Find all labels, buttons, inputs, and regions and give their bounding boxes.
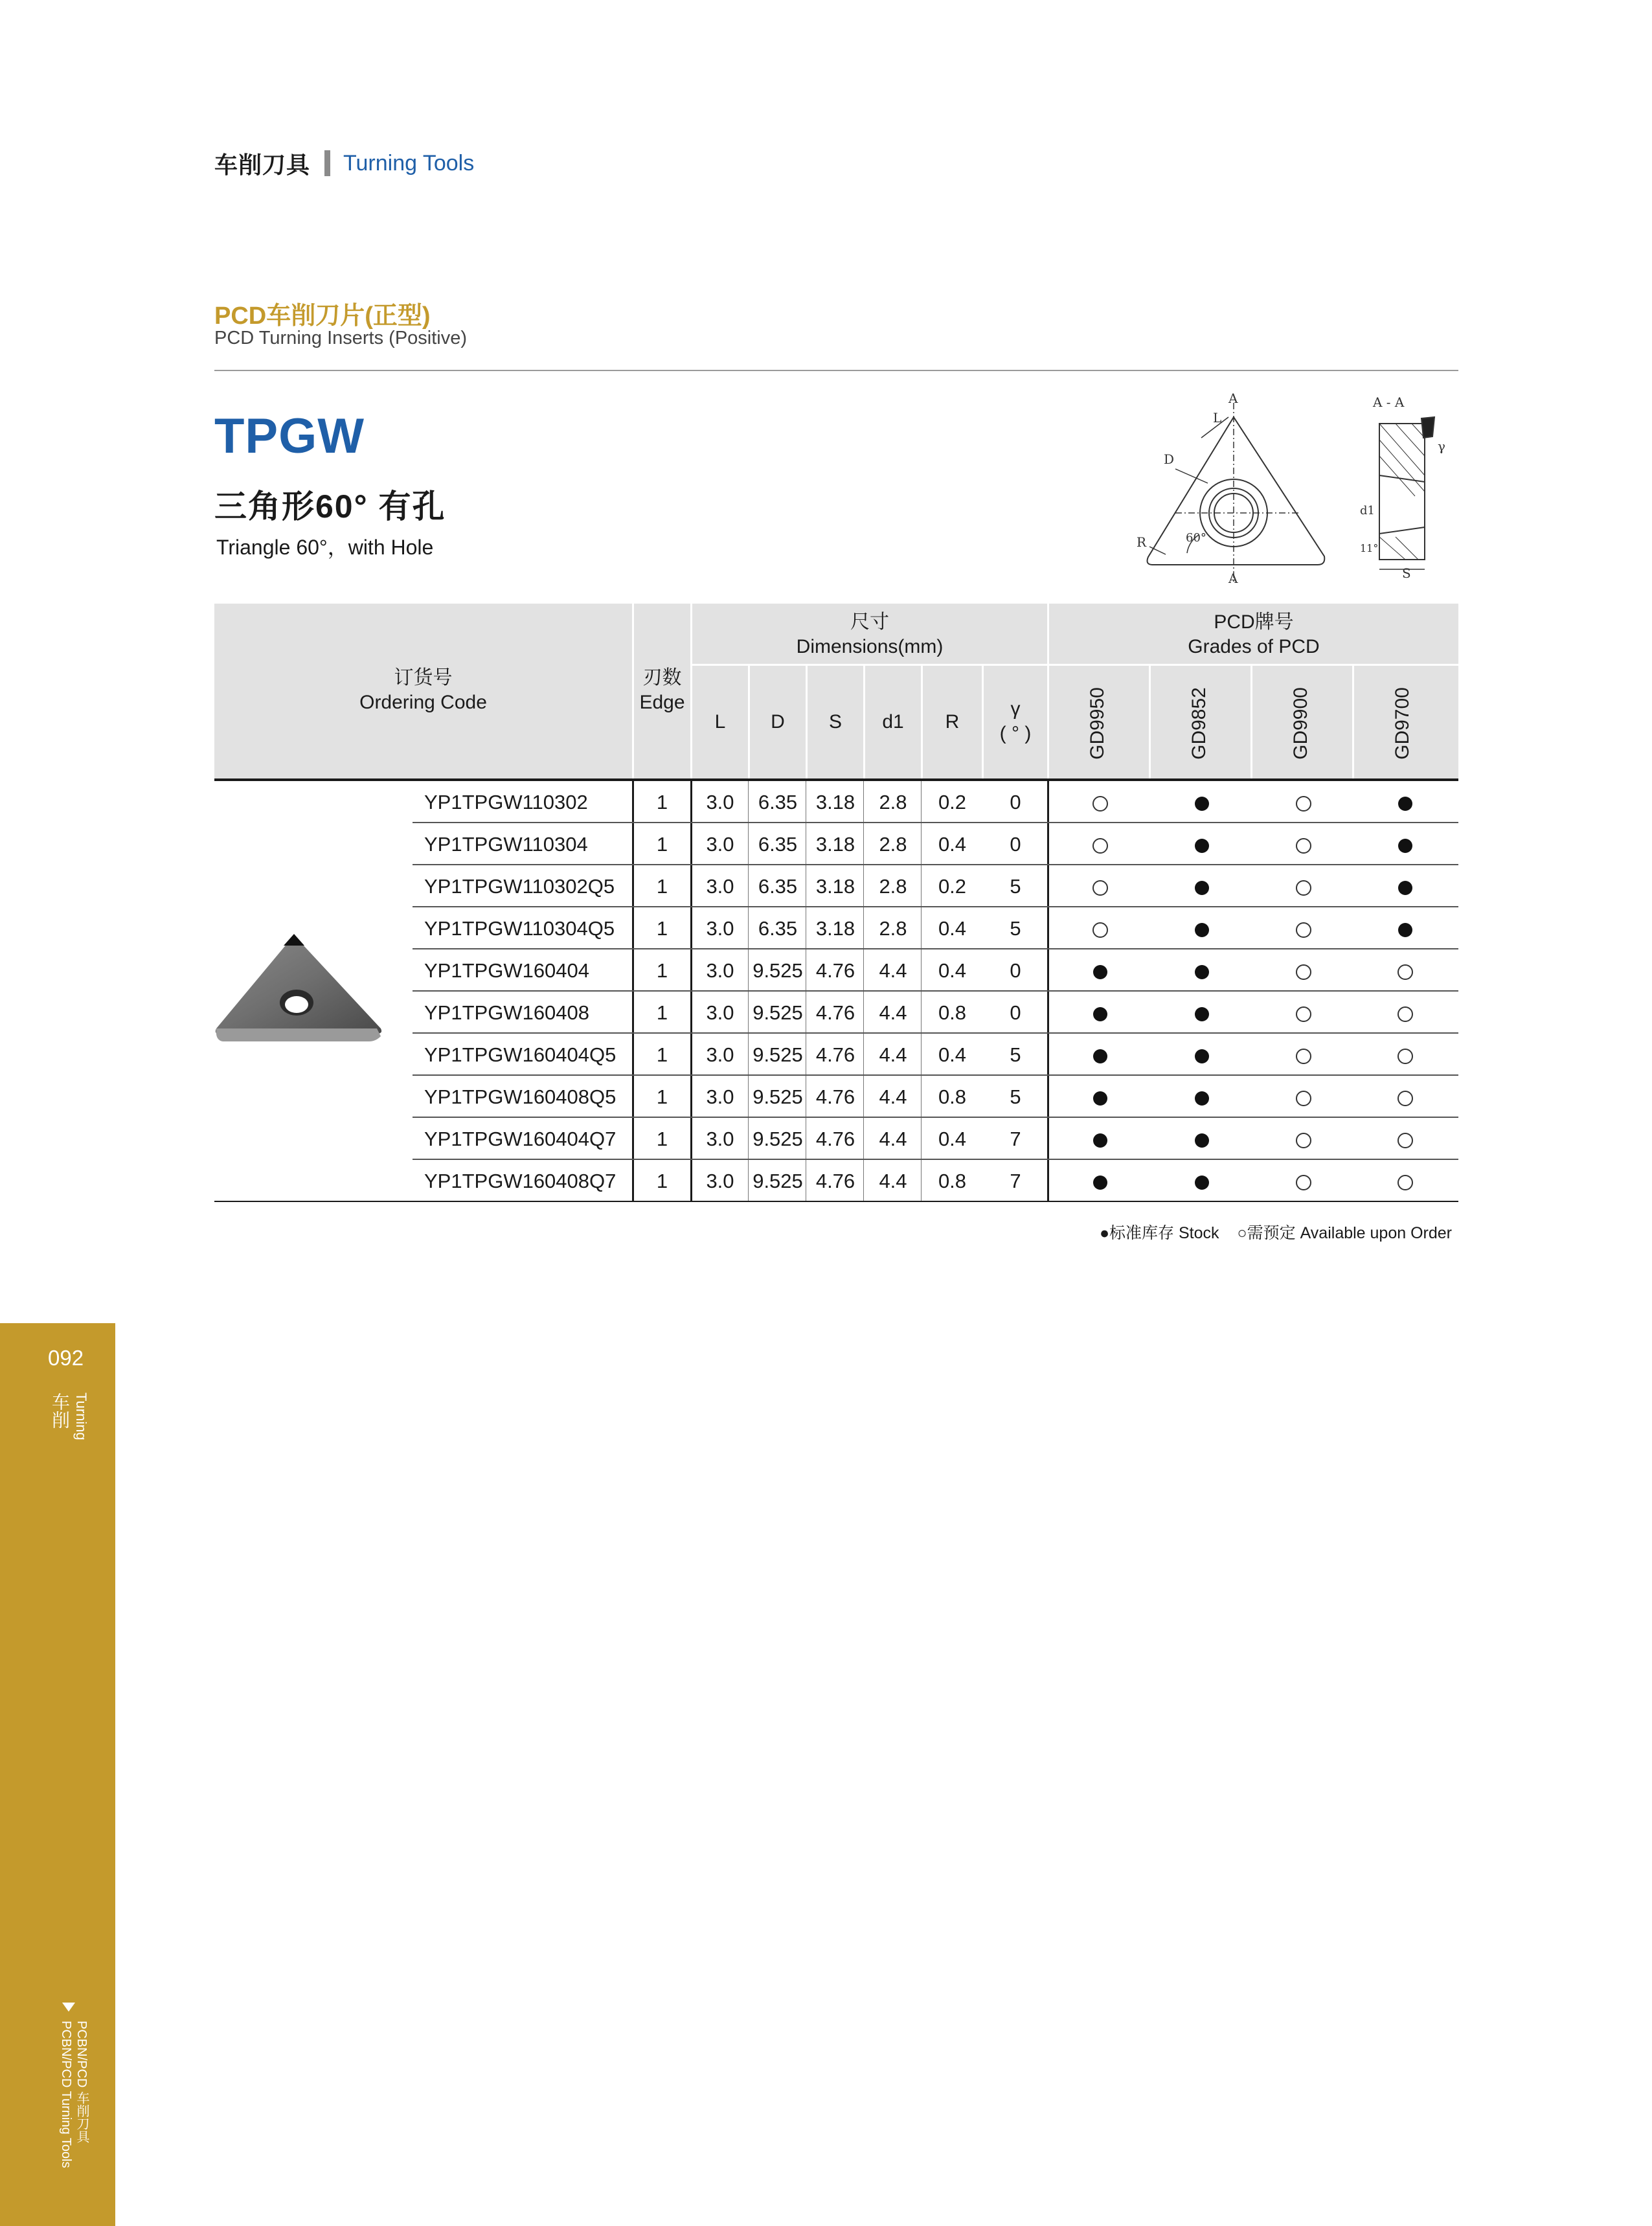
cell-code: YP1TPGW160408Q5 (424, 1085, 617, 1108)
order-circle-icon (1296, 1175, 1311, 1190)
col-ordering-code (214, 666, 632, 715)
cell-grade (1049, 1118, 1151, 1160)
legend-stock: ●标准库存 Stock (1099, 1224, 1219, 1242)
cell-edge: 1 (656, 917, 668, 940)
order-circle-icon (1397, 1049, 1413, 1064)
cell-grade (1354, 865, 1456, 907)
cell-gamma: 5 (1010, 1043, 1021, 1066)
cell-L: 3.0 (706, 1043, 734, 1066)
cell-grade (1049, 949, 1151, 992)
col-s: S (828, 711, 842, 733)
order-circle-icon (1397, 964, 1413, 980)
cell-grade (1049, 865, 1151, 907)
cell-code: YP1TPGW110304 (424, 833, 588, 856)
cell-edge: 1 (656, 959, 668, 982)
cell-grade (1354, 949, 1456, 992)
col-d1: d1 (882, 711, 904, 733)
nav-arrow-icon (62, 2003, 75, 2012)
cell-grade (1049, 823, 1151, 865)
cell-grade (1049, 907, 1151, 949)
order-circle-icon (1092, 796, 1108, 812)
order-circle-icon (1092, 922, 1108, 938)
order-circle-icon (1092, 838, 1108, 854)
label-angle: 60° (1186, 531, 1206, 545)
cell-R: 0.4 (938, 833, 967, 856)
col-gamma (984, 697, 1047, 746)
cell-R: 0.2 (938, 791, 967, 813)
cell-grade (1354, 1160, 1456, 1202)
dimensions-cn: 尺寸 (850, 611, 889, 633)
col-gd9900: GD9900 (1290, 687, 1311, 760)
label-l: L (1213, 410, 1222, 426)
product-shape-cn: 三角形60° 有孔 (214, 488, 446, 525)
cell-D: 6.35 (758, 833, 798, 856)
cell-D: 9.525 (752, 959, 803, 982)
label-a-top: A (1228, 391, 1238, 406)
cell-L: 3.0 (706, 959, 734, 982)
grades-cn: PCD牌号 (1214, 611, 1294, 633)
cell-grade (1049, 1034, 1151, 1076)
category-title-cn: 车削刀具 (214, 151, 311, 178)
cell-edge: 1 (656, 1001, 668, 1024)
grades-en: Grades of PCD (1188, 636, 1320, 657)
cell-d1: 4.4 (879, 1043, 907, 1066)
cell-grade (1151, 949, 1252, 992)
cell-grade (1252, 823, 1354, 865)
cell-D: 9.525 (752, 1170, 803, 1192)
cell-grade (1151, 907, 1252, 949)
cell-grade (1252, 781, 1354, 823)
table-header (214, 604, 1458, 780)
header-divider (324, 150, 330, 176)
cell-gamma: 0 (1010, 833, 1021, 856)
cell-R: 0.8 (938, 1170, 967, 1192)
order-circle-icon (1296, 796, 1311, 812)
cell-R: 0.8 (938, 1085, 967, 1108)
order-circle-icon (1296, 880, 1311, 896)
cell-gamma: 0 (1010, 1001, 1021, 1024)
cell-d1: 4.4 (879, 1170, 907, 1192)
cell-d1: 4.4 (879, 959, 907, 982)
cell-S: 3.18 (815, 875, 855, 898)
cell-code: YP1TPGW160408Q7 (424, 1170, 617, 1192)
cell-grade (1151, 1034, 1252, 1076)
stock-dot-icon (1093, 1133, 1107, 1148)
cell-grade (1049, 1076, 1151, 1118)
col-d: D (771, 711, 785, 733)
label-d: D (1164, 451, 1175, 467)
col-gd9852: GD9852 (1188, 687, 1210, 760)
label-r: R (1137, 534, 1147, 550)
cell-grade (1354, 823, 1456, 865)
cell-grade (1151, 1076, 1252, 1118)
cell-S: 3.18 (815, 791, 855, 813)
cell-R: 0.2 (938, 875, 967, 898)
cell-grade (1354, 907, 1456, 949)
side-nav-cn: PCBN/PCD 车削刀具 (74, 2021, 89, 2143)
cell-code: YP1TPGW110304Q5 (424, 917, 615, 940)
stock-dot-icon (1093, 1007, 1107, 1021)
order-circle-icon (1397, 1175, 1413, 1190)
legend (1100, 1220, 1452, 1244)
cell-S: 4.76 (815, 1085, 855, 1108)
cell-d1: 2.8 (879, 791, 907, 813)
cell-L: 3.0 (706, 791, 734, 813)
legend-order: ○需预定 Available upon Order (1237, 1224, 1452, 1242)
order-circle-icon (1397, 1091, 1413, 1106)
cell-d1: 4.4 (879, 1001, 907, 1024)
header-sep (1250, 664, 1252, 780)
category-title-en: Turning Tools (343, 150, 475, 176)
section-title-en: PCD Turning Inserts (Positive) (214, 328, 468, 348)
label-eleven: 11° (1360, 542, 1379, 554)
cell-S: 3.18 (815, 917, 855, 940)
col-l: L (714, 711, 726, 733)
cell-S: 4.76 (815, 1043, 855, 1066)
cell-D: 6.35 (758, 917, 798, 940)
stock-dot-icon (1195, 881, 1209, 895)
cell-edge: 1 (656, 791, 668, 813)
cell-grade (1252, 949, 1354, 992)
cell-grade (1354, 1118, 1456, 1160)
cell-grade (1151, 781, 1252, 823)
header-sep (1149, 664, 1151, 780)
cell-R: 0.4 (938, 959, 967, 982)
cell-grade (1151, 1160, 1252, 1202)
order-circle-icon (1296, 838, 1311, 854)
cell-d1: 2.8 (879, 833, 907, 856)
cell-gamma: 7 (1010, 1170, 1021, 1192)
cell-D: 9.525 (752, 1128, 803, 1150)
col-gd9700: GD9700 (1392, 687, 1413, 760)
cell-grade (1252, 1160, 1354, 1202)
cell-grade (1151, 865, 1252, 907)
gamma-unit: ( ° ) (999, 723, 1032, 744)
cell-edge: 1 (656, 1085, 668, 1108)
cell-grade (1252, 1076, 1354, 1118)
ordering-code-en: Ordering Code (359, 692, 487, 713)
column-separator (748, 781, 749, 1202)
side-section-en: Turning (73, 1392, 89, 1440)
stock-dot-icon (1195, 1133, 1209, 1148)
cell-gamma: 7 (1010, 1128, 1021, 1150)
stock-dot-icon (1093, 1049, 1107, 1063)
cell-grade (1252, 1118, 1354, 1160)
cell-edge: 1 (656, 1128, 668, 1150)
cell-L: 3.0 (706, 1170, 734, 1192)
cell-S: 3.18 (815, 833, 855, 856)
cell-D: 9.525 (752, 1043, 803, 1066)
section-title-cn: PCD车削刀片(正型) (214, 302, 431, 330)
stock-dot-icon (1195, 1175, 1209, 1190)
col-group-dimensions (692, 610, 1047, 659)
cell-D: 6.35 (758, 875, 798, 898)
cell-grade (1151, 992, 1252, 1034)
cell-edge: 1 (656, 1170, 668, 1192)
stock-dot-icon (1093, 1175, 1107, 1190)
cell-grade (1354, 992, 1456, 1034)
insert-top-view-drawing (1137, 391, 1350, 585)
stock-dot-icon (1093, 1091, 1107, 1106)
cell-D: 6.35 (758, 791, 798, 813)
stock-dot-icon (1195, 1007, 1209, 1021)
ordering-code-cn: 订货号 (394, 667, 453, 688)
cell-grade (1049, 781, 1151, 823)
label-section: A - A (1373, 394, 1405, 410)
order-circle-icon (1296, 1133, 1311, 1148)
insert-product-image (214, 926, 385, 1046)
page-header (214, 148, 474, 179)
cell-D: 9.525 (752, 1001, 803, 1024)
cell-grade (1049, 992, 1151, 1034)
stock-dot-icon (1398, 923, 1412, 937)
stock-dot-icon (1093, 965, 1107, 979)
cell-grade (1354, 781, 1456, 823)
label-gamma: γ (1438, 438, 1445, 454)
cell-L: 3.0 (706, 1001, 734, 1024)
order-circle-icon (1296, 1049, 1311, 1064)
insert-section-view-drawing (1360, 391, 1457, 585)
cell-code: YP1TPGW160404Q7 (424, 1128, 617, 1150)
cell-R: 0.4 (938, 1043, 967, 1066)
cell-R: 0.4 (938, 1128, 967, 1150)
stock-dot-icon (1398, 797, 1412, 811)
page-number: 092 (48, 1346, 84, 1370)
cell-code: YP1TPGW110302Q5 (424, 875, 615, 898)
stock-dot-icon (1195, 923, 1209, 937)
cell-d1: 4.4 (879, 1128, 907, 1150)
cell-grade (1252, 865, 1354, 907)
label-a-bottom: A (1228, 571, 1238, 585)
product-model: TPGW (214, 409, 365, 464)
cell-L: 3.0 (706, 875, 734, 898)
order-circle-icon (1296, 1006, 1311, 1022)
col-edge (634, 666, 690, 715)
cell-grade (1354, 1076, 1456, 1118)
cell-D: 9.525 (752, 1085, 803, 1108)
label-d1: d1 (1360, 504, 1375, 517)
stock-dot-icon (1195, 797, 1209, 811)
order-circle-icon (1397, 1133, 1413, 1148)
cell-code: YP1TPGW160408 (424, 1001, 590, 1024)
cell-grade (1252, 907, 1354, 949)
cell-code: YP1TPGW160404Q5 (424, 1043, 617, 1066)
cell-grade (1252, 1034, 1354, 1076)
cell-grade (1151, 1118, 1252, 1160)
stock-dot-icon (1195, 1091, 1209, 1106)
gamma-symbol: γ (1010, 698, 1021, 720)
label-s: S (1402, 565, 1411, 581)
cell-R: 0.4 (938, 917, 967, 940)
side-tab (0, 1323, 115, 2226)
cell-S: 4.76 (815, 1001, 855, 1024)
cell-gamma: 0 (1010, 791, 1021, 813)
stock-dot-icon (1195, 839, 1209, 853)
cell-L: 3.0 (706, 917, 734, 940)
side-nav-en: PCBN/PCD Turning Tools (59, 2021, 73, 2168)
cell-d1: 4.4 (879, 1085, 907, 1108)
stock-dot-icon (1195, 965, 1209, 979)
edge-cn: 刃数 (642, 667, 682, 688)
cell-grade (1049, 1160, 1151, 1202)
cell-S: 4.76 (815, 1128, 855, 1150)
order-circle-icon (1296, 964, 1311, 980)
side-section-label (49, 1392, 95, 1451)
dimensions-en: Dimensions(mm) (796, 636, 944, 657)
cell-code: YP1TPGW110302 (424, 791, 588, 813)
cell-gamma: 5 (1010, 917, 1021, 940)
side-section-cn: 车削 (50, 1392, 70, 1429)
order-circle-icon (1296, 922, 1311, 938)
cell-L: 3.0 (706, 833, 734, 856)
cell-d1: 2.8 (879, 875, 907, 898)
column-separator (921, 781, 922, 1202)
cell-code: YP1TPGW160404 (424, 959, 590, 982)
cell-grade (1151, 823, 1252, 865)
column-separator (863, 781, 864, 1202)
stock-dot-icon (1398, 839, 1412, 853)
cell-edge: 1 (656, 833, 668, 856)
edge-en: Edge (639, 692, 685, 713)
cell-gamma: 0 (1010, 959, 1021, 982)
order-circle-icon (1296, 1091, 1311, 1106)
stock-dot-icon (1195, 1049, 1209, 1063)
cell-grade (1354, 1034, 1456, 1076)
cell-L: 3.0 (706, 1128, 734, 1150)
col-gd9950: GD9950 (1087, 687, 1108, 760)
cell-S: 4.76 (815, 959, 855, 982)
cell-edge: 1 (656, 1043, 668, 1066)
cell-d1: 2.8 (879, 917, 907, 940)
cell-grade (1252, 992, 1354, 1034)
cell-S: 4.76 (815, 1170, 855, 1192)
cell-gamma: 5 (1010, 875, 1021, 898)
stock-dot-icon (1398, 881, 1412, 895)
header-sep (1352, 664, 1354, 780)
product-shape-en: Triangle 60°，with Hole (216, 536, 434, 559)
cell-edge: 1 (656, 875, 668, 898)
cell-R: 0.8 (938, 1001, 967, 1024)
section-divider (214, 370, 1458, 371)
order-circle-icon (1397, 1006, 1413, 1022)
cell-gamma: 5 (1010, 1085, 1021, 1108)
order-circle-icon (1092, 880, 1108, 896)
cell-L: 3.0 (706, 1085, 734, 1108)
col-r: R (945, 711, 960, 733)
